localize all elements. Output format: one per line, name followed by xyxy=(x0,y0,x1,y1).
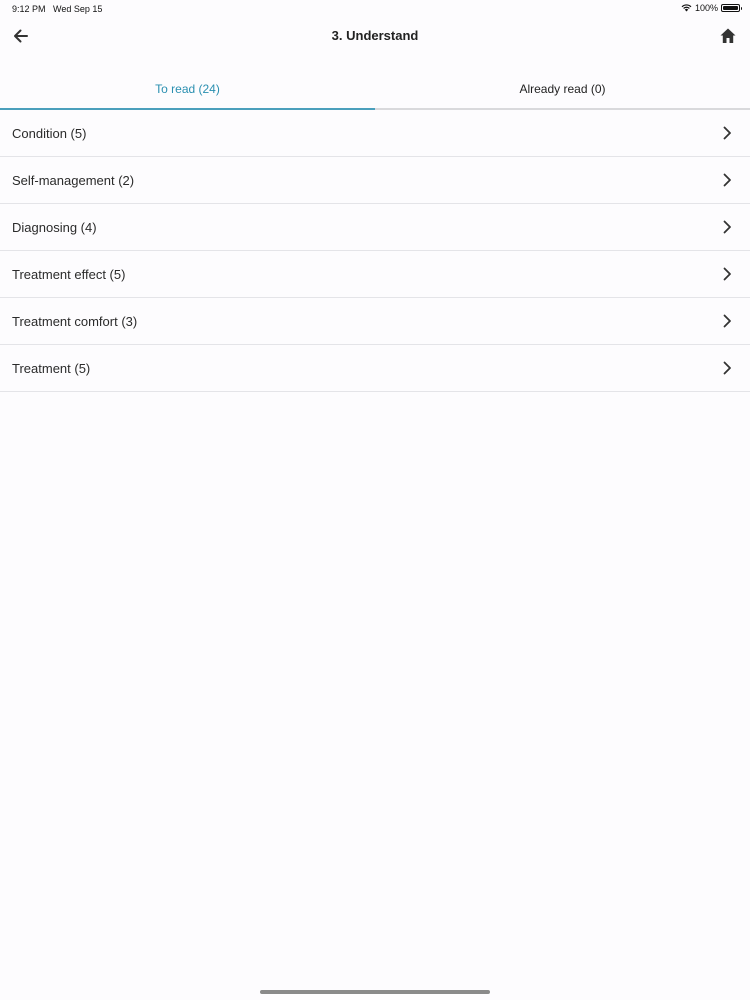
page-title: 3. Understand xyxy=(331,28,419,43)
list-item-treatment[interactable] xyxy=(0,345,750,392)
tab-to-read[interactable]: To read (24) xyxy=(0,68,375,108)
list-item-label: Condition (5) xyxy=(12,126,87,141)
list-item-condition[interactable] xyxy=(0,110,750,157)
status-bar xyxy=(0,0,750,18)
battery-icon xyxy=(721,4,740,12)
status-time: 9:12 PM xyxy=(12,4,46,14)
list-item-label: Diagnosing (4) xyxy=(12,220,97,235)
status-date: Wed Sep 15 xyxy=(53,4,103,14)
list-item-label: Self-management (2) xyxy=(12,173,135,188)
tab-bar xyxy=(0,68,750,110)
chevron-right-icon xyxy=(722,361,732,375)
list-item-treatment-comfort[interactable] xyxy=(0,298,750,345)
chevron-right-icon xyxy=(722,173,732,187)
topic-list xyxy=(0,110,750,392)
chevron-right-icon xyxy=(722,267,732,281)
home-indicator[interactable] xyxy=(260,990,490,994)
chevron-right-icon xyxy=(722,314,732,328)
tab-already-read[interactable]: Already read (0) xyxy=(519,82,606,96)
home-button[interactable] xyxy=(718,26,738,46)
list-item-label: Treatment effect (5) xyxy=(12,267,126,282)
wifi-icon xyxy=(681,4,692,12)
chevron-right-icon xyxy=(722,126,732,140)
home-icon xyxy=(718,26,738,46)
list-item-label: Treatment comfort (3) xyxy=(12,314,138,329)
chevron-right-icon xyxy=(722,220,732,234)
list-item-treatment-effect[interactable] xyxy=(0,251,750,298)
list-item-label: Treatment (5) xyxy=(12,361,91,376)
status-indicators xyxy=(681,3,740,13)
list-item-self-management[interactable] xyxy=(0,157,750,204)
battery-percentage: 100% xyxy=(694,3,718,13)
list-item-diagnosing[interactable] xyxy=(0,204,750,251)
navigation-bar xyxy=(0,18,750,54)
